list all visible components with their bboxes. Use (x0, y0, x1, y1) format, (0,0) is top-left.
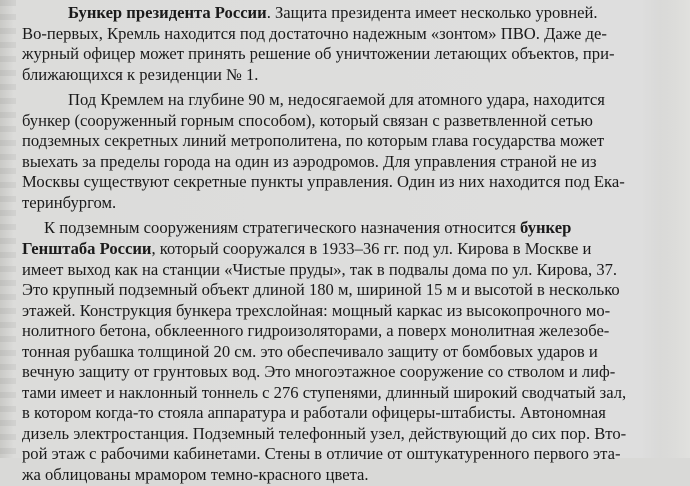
text-line: жа облицованы мрамором темно-красного цвета. (22, 465, 369, 485)
text-line: этажей. Конструкция бункера трехслойная: мощный каркас из высокопрочного мо- (22, 300, 611, 320)
text-line: бункер (сооруженный горным способом), который связан с разветвленной сетью (22, 110, 593, 130)
text-line: имеет выход как на станции «Чистые пруды», так в подвалы дома по ул. Кирова, 37. (22, 259, 618, 279)
heading-president-bunker: Бункер президента России (68, 3, 267, 22)
page-edge-shadow (0, 0, 16, 458)
text-line: рой этаж с рабочими кабинетами. Стены в отличие от оштукатуренного первого эта- (22, 444, 621, 464)
text-line: ближающихся к резиденции № 1. (22, 64, 259, 84)
paragraph-general-staff-bunker (22, 218, 654, 485)
page-bleed-through (660, 0, 690, 458)
text-line: Москвы существуют секретные пункты управления. Один из них находится под Ека- (22, 172, 625, 192)
text-line: выехать за пределы города на один из аэродромов. Для управления страной не из (22, 151, 597, 171)
text-line: Это крупный подземный объект длиной 180 м, шириной 15 м и высотой в несколько (22, 280, 620, 300)
body-text (22, 3, 654, 486)
text-line: теринбургом. (22, 192, 117, 212)
text-line: подземных секретных линий метрополитена, по которым глава государства может (22, 131, 605, 151)
heading-general-staff-bunker-part2: Генштаба России (22, 239, 152, 259)
text-line: Во-первых, Кремль находится под достаточно надежным «зонтом» ПВО. Даже де- (22, 23, 607, 43)
text-line: дизель электростанция. Подземный телефонный узел, действующий до сих пор. Вто- (22, 423, 627, 443)
paragraph-kremlin-bunker (22, 90, 654, 213)
text-line: Под Кремлем на глубине 90 м, недосягаемой для атомного удара, находится (68, 90, 605, 110)
text-line: вечную защиту от грунтовых вод. Это многоэтажное сооружение со стволом и лиф- (22, 362, 616, 382)
text-line: , который сооружался в 1933–36 гг. под ул. Кирова в Москве и (151, 239, 592, 259)
heading-general-staff-bunker-part1: бункер (520, 218, 572, 238)
text-line: К подземным сооружениям стратегического назначения относится (44, 218, 521, 238)
text-line: журный офицер может принять решение об уничтожении летающих объектов, при- (22, 44, 615, 64)
text-line: . Защита президента имеет несколько уровней. (266, 3, 598, 22)
text-line: нолитного бетона, обклеенного гидроизоляторами, а поверх монолитная железобе- (22, 321, 610, 341)
text-line: в котором когда-то стояла аппаратура и работали офицеры-штабисты. Автономная (22, 403, 606, 423)
text-line: тонная рубашка толщиной 20 см. это обеспечивало защиту от бомбовых ударов и (22, 341, 598, 361)
paragraph-president-bunker (22, 3, 654, 85)
text-line: тами имеет и наклонный тоннель с 276 ступенями, длинный широкий сводчатый зал, (22, 382, 627, 402)
